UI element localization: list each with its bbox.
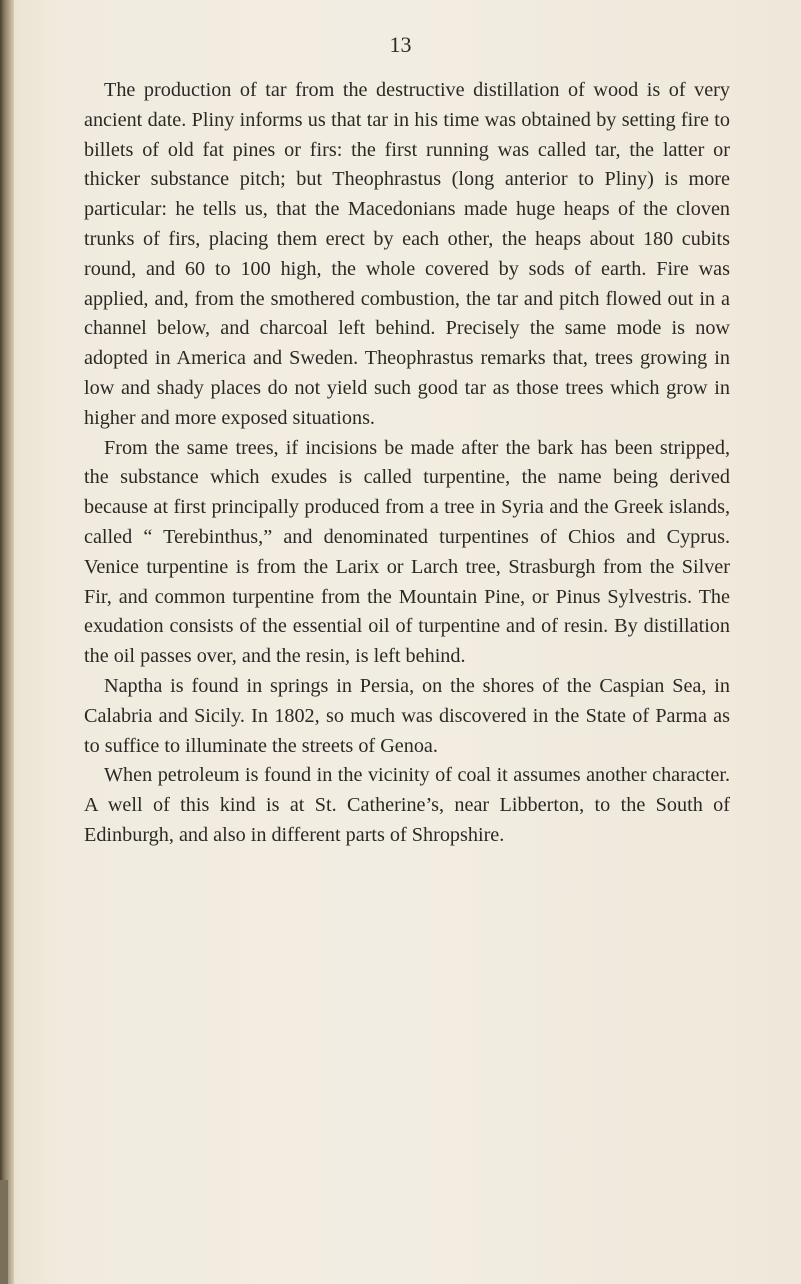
page-number: 13 [389,32,412,57]
paragraph-naptha: Naptha is found in springs in Persia, on the shores of the Caspian Sea, in Calabria and Sicily. In 1802, so much was discovered in the State of Parma as to suffice to illuminate the streets of Genoa. [84,674,730,757]
book-binding-edge [0,0,14,1284]
body-text [84,76,730,851]
paragraph-tar: The production of tar from the destructive distillation of wood is of very ancient date. Pliny informs us that tar in his time was obtained by setting fire to billets of old fat pines or firs: the first running was called tar, the latter or thicker substance pitch; but Theophrastus (long anterior to Pliny) is more particular: he tells us, that the Macedonians made huge heaps of the cloven trunks of firs, placing them erect by each other, the heaps about 180 cubits round, and 60 to 100 high, the whole covered by sods of earth. Fire was applied, and, from the smothered combustion, the tar and pitch flowed out in a channel below, and charcoal left behind. Precisely the same mode is now adopted in America and Sweden. Theophrastus remarks that, trees growing in low and shady places do not yield such good tar as those trees which grow in higher and more exposed situations. [84,79,730,429]
paragraph-turpentine: From the same trees, if incisions be made after the bark has been stripped, the substance which exudes is called turpentine, the name being derived because at first principally produced from a tree in Syria and the Greek islands, called “ Terebinthus,” and denominated turpentines of Chios and Cyprus. Venice turpentine is from the Larix or Larch tree, Strasburgh from the Silver Fir, and common turpentine from the Mountain Pine, or Pinus Sylvestris. The exudation consists of the essential oil of turpentine and of resin. By distillation the oil passes over, and the resin, is left behind. [84,436,730,668]
paragraph-petroleum: When petroleum is found in the vicinity of coal it assumes another character. A well of this kind is at St. Catherine’s, near Libberton, to the South of Edinburgh, and also in different parts of Shropshire. [84,764,730,846]
